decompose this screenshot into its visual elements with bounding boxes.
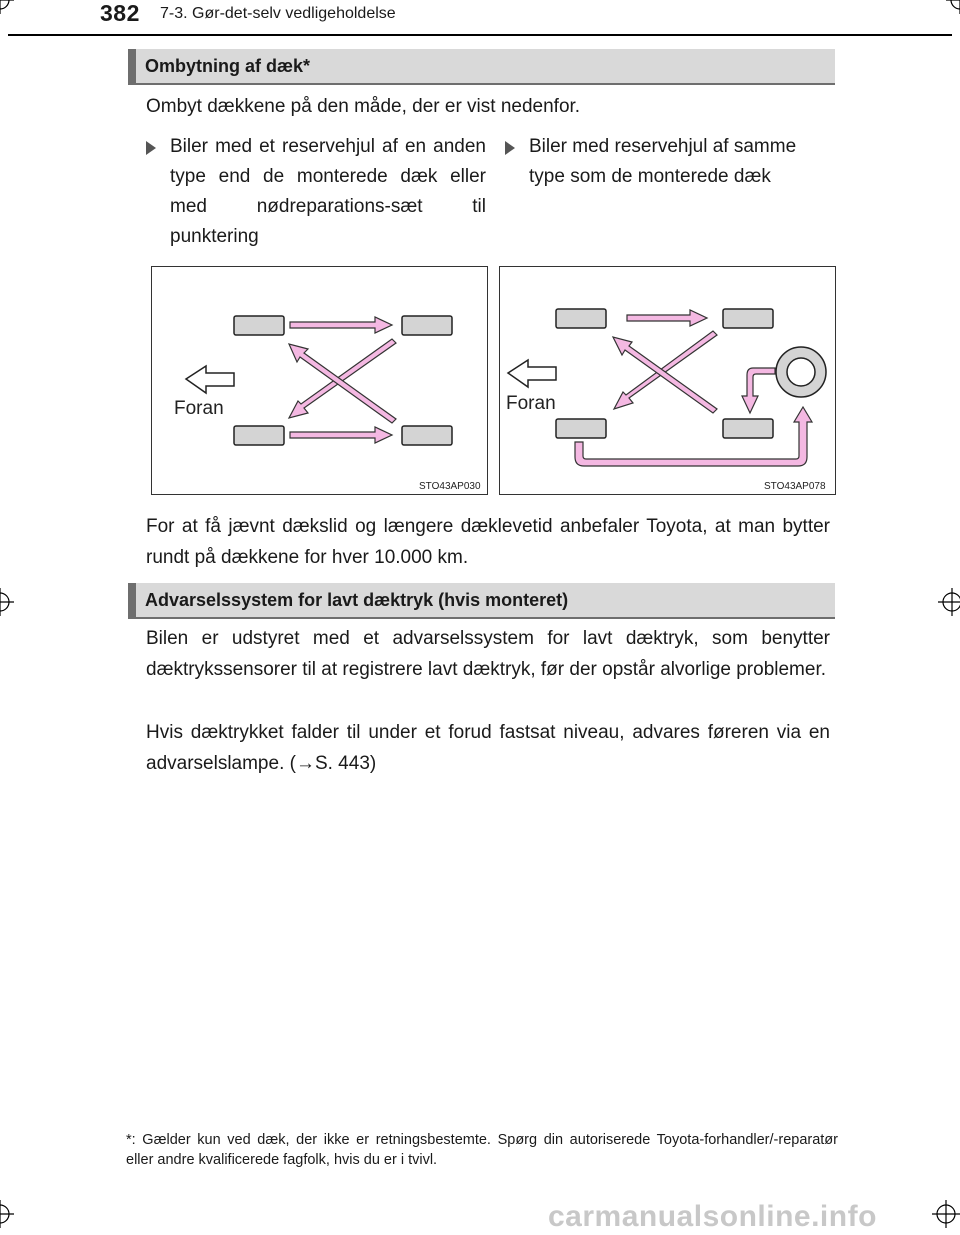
- rotation-recommendation-text: For at få jævnt dækslid og længere dæklevetid anbefaler Toyota, at man bytter rundt på dækkene for hver 10.000 km.: [146, 516, 830, 568]
- rotation-arrow: [742, 368, 775, 413]
- registration-mark-icon: [0, 1200, 14, 1228]
- front-direction-arrow-icon: [508, 360, 556, 387]
- tpms-description-text: Bilen er udstyret med et advarselssystem for lavt dæktryk, som benytter dæktrykssensorer til at registrere lavt dæktryk, før der opstår alvorlige problemer.: [146, 628, 830, 680]
- watermark: carmanualsonline.info: [548, 1200, 877, 1233]
- front-direction-arrow-icon: [186, 366, 234, 393]
- page-reference-link[interactable]: S. 443): [314, 753, 377, 774]
- chapter-title: 7-3. Gør-det-selv vedligeholdelse: [160, 5, 396, 22]
- header-divider: [8, 34, 952, 36]
- footnote: *: Gælder kun ved dæk, der ikke er retningsbestemte. Spørg din autoriserede Toyota-forhandler/-reparatør eller andre kvalificerede fagfolk, hvis du er i tvivl.: [126, 1132, 838, 1168]
- section-header-accent: [128, 583, 136, 617]
- section-title: Ombytning af dæk*: [145, 56, 311, 76]
- registration-mark-icon: [0, 588, 14, 616]
- bullet-text: Biler med et reservehjul af en anden type end de monterede dæk eller med nødreparations-sæt til punktering: [170, 136, 486, 247]
- bullet-item-different-spare: [146, 132, 486, 252]
- tire-front-left: [234, 316, 284, 335]
- bullet-triangle-icon: [505, 141, 515, 155]
- figure-rotation-five-tires: [499, 266, 836, 495]
- tpms-warning-text: [146, 717, 830, 779]
- intro-text: Ombyt dækkene på den måde, der er vist nedenfor.: [146, 96, 581, 117]
- page-number: 382: [100, 0, 140, 26]
- section-title: Advarselssystem for lavt dæktryk (hvis monteret): [145, 590, 569, 610]
- reference-arrow-icon: →: [295, 753, 315, 774]
- figure-rotation-four-tires: [151, 266, 488, 495]
- tire-front-left: [556, 309, 606, 328]
- front-label: Foran: [174, 398, 224, 419]
- section-header-tpms: [128, 583, 835, 619]
- tire-front-right: [723, 309, 773, 328]
- registration-mark-icon: [0, 0, 14, 14]
- tire-rear-right: [402, 426, 452, 445]
- tire-front-right: [402, 316, 452, 335]
- rotation-diagram-five-tires: [500, 267, 835, 494]
- rotation-arrow: [290, 317, 392, 333]
- figure-code: STO43AP078: [764, 481, 826, 492]
- tire-rear-left: [234, 426, 284, 445]
- front-label: Foran: [506, 393, 556, 414]
- rotation-arrow: [627, 310, 707, 326]
- registration-mark-icon: [946, 0, 960, 14]
- registration-mark-icon: [938, 588, 960, 616]
- section-header-tire-rotation: [128, 49, 835, 85]
- tpms-warning-prefix: Hvis dæktrykket falder til under et forud fastsat niveau, advares føreren via en advarselslampe. (: [146, 722, 830, 774]
- rotation-arrow: [575, 407, 812, 466]
- rotation-arrow: [290, 427, 392, 443]
- bullet-text: Biler med reservehjul af samme type som de monterede dæk: [529, 136, 797, 187]
- bullet-triangle-icon: [146, 141, 156, 155]
- figure-code: STO43AP030: [419, 481, 481, 492]
- tire-rear-right: [723, 419, 773, 438]
- bullet-item-same-spare: [505, 132, 835, 212]
- tire-rear-left: [556, 419, 606, 438]
- spare-tire-hub: [787, 358, 815, 386]
- section-header-accent: [128, 49, 136, 83]
- rotation-diagram-four-tires: [152, 267, 487, 494]
- registration-mark-icon: [932, 1200, 960, 1228]
